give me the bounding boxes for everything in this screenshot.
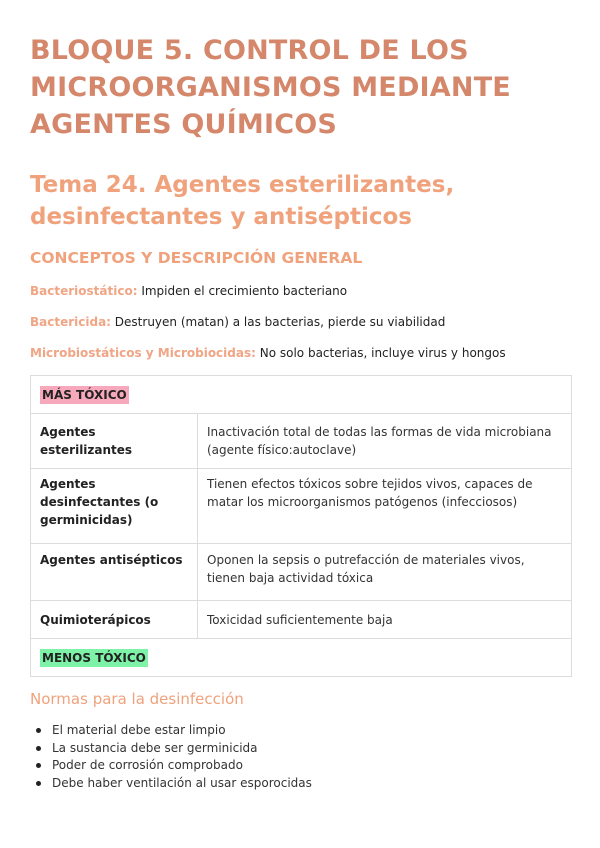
table-header-cell [31, 376, 572, 414]
definition-microbiostatic [30, 345, 506, 361]
definition-text: Impiden el crecimiento bacteriano [137, 284, 348, 298]
agent-name: Quimioterápicos [31, 601, 198, 639]
table-row [31, 544, 572, 601]
document-title [30, 32, 572, 143]
list-item-text: La sustancia debe ser germinicida [52, 740, 258, 755]
definition-term: Bacteriostático: [30, 284, 138, 298]
table-row [31, 601, 572, 639]
table-row [31, 414, 572, 469]
bullet-icon [36, 763, 41, 768]
table-footer-cell [31, 639, 572, 677]
table-row [31, 469, 572, 544]
title-line: AGENTES QUÍMICOS [30, 109, 338, 140]
agent-description: Toxicidad suficientemente baja [198, 601, 572, 639]
topic-subtitle [30, 169, 572, 233]
bullet-icon [36, 728, 41, 733]
list-item [30, 757, 312, 775]
agent-description: Inactivación total de todas las formas de vida microbiana (agente físico:autoclave) [198, 414, 572, 469]
list-item [30, 775, 312, 793]
title-line: MICROORGANISMOS MEDIANTE [30, 72, 511, 103]
agent-name: Agentes antisépticos [31, 544, 198, 601]
table-header-row [31, 376, 572, 414]
list-item-text: Poder de corrosión comprobado [52, 758, 243, 772]
title-line: BLOQUE 5. CONTROL DE LOS [30, 35, 469, 66]
norms-list [30, 722, 312, 792]
definition-bactericide [30, 314, 445, 330]
more-toxic-label: MÁS TÓXICO [42, 387, 127, 402]
definition-text: Destruyen (matan) a las bacterias, pierde su viabilidad [110, 315, 446, 329]
list-item [30, 722, 312, 740]
definition-text: No solo bacterias, incluye virus y hongos [255, 346, 506, 360]
list-item-text: El material debe estar limpio [52, 723, 226, 737]
bullet-icon [36, 746, 41, 751]
norms-heading: Normas para la desinfección [30, 690, 244, 708]
list-item-text: Debe haber ventilación al usar esporocidas [52, 775, 312, 790]
table-footer-row [31, 639, 572, 677]
agent-name: Agentes desinfectantes (o germinicidas) [31, 469, 198, 544]
subtitle-line: desinfectantes y antisépticos [30, 204, 412, 230]
toxicity-table [30, 375, 572, 677]
definition-term: Bactericida: [30, 315, 111, 329]
definition-bacteriostatic [30, 283, 347, 299]
agent-description: Oponen la sepsis o putrefacción de materiales vivos, tienen baja actividad tóxica [198, 544, 572, 601]
section-heading: CONCEPTOS Y DESCRIPCIÓN GENERAL [30, 249, 363, 267]
subtitle-line: Tema 24. Agentes esterilizantes, [30, 172, 455, 198]
agent-name: Agentes esterilizantes [31, 414, 198, 469]
agent-description: Tienen efectos tóxicos sobre tejidos vivos, capaces de matar los microorganismos patógenos (infecciosos) [198, 469, 572, 544]
definition-term: Microbiostáticos y Microbiocidas: [30, 346, 256, 360]
list-item [30, 740, 312, 758]
bullet-icon [36, 781, 41, 786]
less-toxic-label: MENOS TÓXICO [42, 650, 146, 665]
